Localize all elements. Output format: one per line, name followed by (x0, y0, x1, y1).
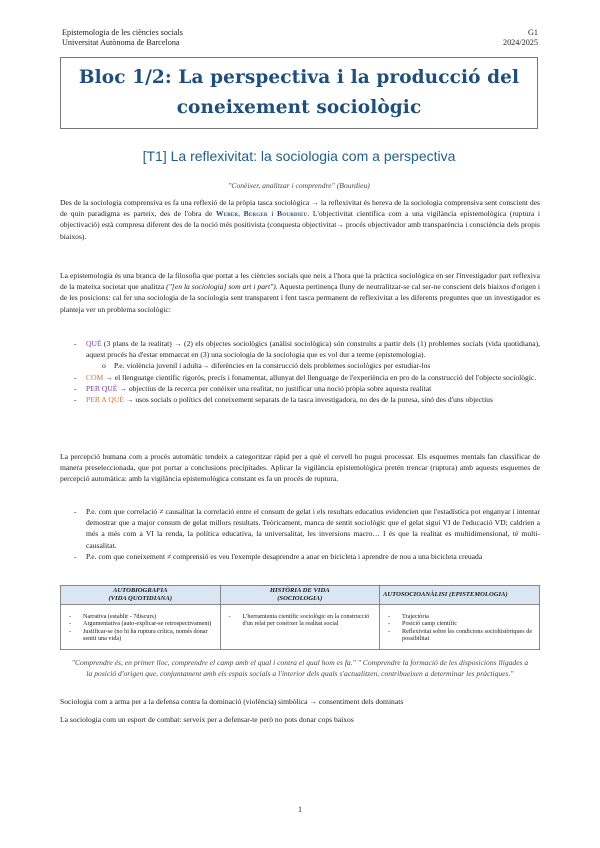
examples-list (74, 506, 540, 562)
header-university: Universitat Autònoma de Barcelona (62, 37, 180, 47)
header-line-1: HISTÒRIA DE VIDA (269, 587, 330, 594)
keyword-que: QUÈ (86, 339, 102, 348)
list-item: - Narrativa (establir - 7discurs) (65, 613, 216, 621)
title-box (60, 57, 538, 129)
p2-text-a: La epistemologia és una branca de la filosofia que portat a les ciències socials que neix a l'hora que la pràctica sociològica en ser l'investigador part reflexiva de la mateixa societat que analitza (60, 271, 540, 292)
list-item: - Justificar-se (no hi ha ruptura crítica, només donar sentit una vida) (65, 628, 216, 643)
dash-bullet: - (74, 372, 77, 382)
table-cell (380, 604, 540, 649)
table-cell (61, 604, 221, 649)
title-line-2: coneixement sociològic (176, 97, 422, 118)
p2-quote: ("[en la sociologia] som art i part") (166, 282, 276, 292)
keyword-per-que: PER QUÈ (86, 383, 118, 393)
comparison-table (60, 585, 540, 650)
list-item-example (74, 551, 540, 562)
list-item-text: → objectius de la recerca per conèixer una realitat, no justificar una noció pròpia sobre aquesta realitat (117, 383, 432, 393)
header-line-2: (SOCIOLOGIA) (277, 594, 323, 602)
list-item-example (74, 506, 540, 551)
circle-bullet: o (102, 361, 106, 371)
p1-sep-1: , (238, 209, 244, 219)
page-title (79, 63, 519, 123)
list-item: - Trajectòria (384, 613, 535, 621)
table-row (61, 604, 540, 649)
cell-list (225, 613, 376, 628)
list-item: - Reflexivitat sobre les condicions sociohistòriques de possibilitat (384, 628, 535, 643)
list-item: - Argumentativa (auto-explicar-se retrospectivament) (65, 620, 216, 628)
header-course: Epistemologia de les ciències socials (62, 28, 183, 37)
title-line-1: Bloc 1/2: La perspectiva i la producció del (78, 67, 520, 88)
list-item-text: (3 plans de la realitat) → (2) els objectes sociològics (anàlisi sociològica) són construïts a partir dels (1) problemes socials (vida quotidiana), aquest procés ha d'estar emmarcat en (3) una sociologia de la sociologia que es vol dur a terme (epistemologia). (86, 339, 540, 360)
keyword-com: COM (86, 372, 104, 382)
list-item-que (74, 338, 540, 360)
header-group: G1 (527, 28, 538, 37)
header-line-1: AUTOBIOGRAFIA (113, 587, 168, 594)
table-header (220, 586, 380, 605)
keyword-per-a-que: PER A QUÈ (86, 395, 124, 405)
table-header (61, 586, 221, 605)
page-number: 1 (298, 805, 302, 814)
paragraph-1 (60, 197, 540, 242)
list-item-per-a-que (74, 394, 540, 405)
paragraph-5: La sociologia com un esport de combat: serveix per a defensar-te però no pots donar cops baixos (60, 715, 354, 724)
dash-bullet: - (74, 339, 77, 348)
dash-bullet: - (74, 551, 77, 561)
dash-bullet: - (74, 395, 77, 405)
cell-list (384, 613, 535, 643)
author-bourdieu: Bourdieu (277, 209, 308, 219)
list-item: - L'herramienta científic sociològic en la construcció d'un relat per conèixer la realitat social (225, 613, 376, 628)
paragraph-4: Sociologia com a arma per a la defensa contra la dominació (violència) simbòlica → consentiment dels dominats (60, 697, 404, 706)
closing-quote: "Comprendre és, en primer lloc, comprendre el camp amb el qual i contra el qual hom es fa." " Comprendre la formació de les disposicions lligades a la posició d'origen que, conjuntament amb els espais socials a l'interior dels quals s'actualitzen, contribueixen a determinar les pràctiques." (71, 658, 529, 678)
table-cell (220, 604, 380, 649)
paragraph-2 (60, 270, 540, 315)
sub-item-text: P.e. violència juvenil i adulta→ diferències en la construcció dels problemes sociològics per estudiar-los (114, 361, 431, 371)
dash-bullet: - (74, 383, 77, 393)
epigraph: "Conèixer, analitzar i comprendre" (Bourdieu) (228, 181, 370, 190)
paragraph-3: La percepció humana com a procés automàtic tendeix a categoritzar ràpid per a què el cervell ho pugui processar. Els esquemes mentals fan classificar de manera preseleccionada, que pot portar a conclusions precipitades. Aplicar la vigilància epistemològica pretén trencar (ruptura) amb aquests esquemes de percepció automàtica: amb la vigilància epistemològica constant es fa un procés de ruptura. (60, 452, 540, 484)
p1-text-a: Des de la sociologia comprensiva es fa una reflexió de la pròpia tasca sociològica → la reflexivitat és hereva de la sociologia comprensiva sent conscient des de quin paradigma es parteix, des de l'obra de (60, 198, 540, 219)
p1-sep-2: i (267, 209, 278, 219)
author-weber: Weber (215, 209, 239, 219)
table-header (380, 586, 540, 605)
author-berger: Berger (243, 209, 268, 219)
table-header-row (61, 586, 540, 605)
header-year: 2024/2025 (502, 37, 538, 47)
header-line-2: (VIDA QUOTIDIANA) (108, 594, 173, 602)
list-item-com (74, 372, 540, 383)
list-item-text: P.e. com que correlació ≠ causalitat la correlació entre el consum de gelat i els resultats educatius evidencien que l'estadística pot enganyar i intentar demostrar que a major consum de gelat millors resultats. Teòricament, manca de sentit sociològic que el gelat sigui VI de l'educació VD; caldrien a més a més com a VI la renda, la política educativa, la universalitat, les inversions macro… I és que la realitat es multidimensional, té multi-causalitat. (86, 507, 540, 550)
list-item-text: → el llenguatge científic rigorós, precís i fonamentat, allunyat del llenguatge de l'experiència en pro de la construcció del l'objecte sociològic. (103, 372, 537, 382)
p1-text-b: . L'objectivitat científica com a una vigilància epistemològica (ruptura i objectivació) està compresa diferent des de la noció més positivista (conquesta objectivitat→ procés objectivador amb transparència i consciència dels propis biaixos). (60, 209, 540, 241)
header-line-1: AUTOSOCIOANÀLISI (EPISTEMOLOGIA) (383, 590, 508, 598)
header-left (62, 28, 183, 47)
cell-list (65, 613, 216, 643)
list-item-text: → usos socials o polítics del coneixement separats de la tasca investigadora, no des de la puresa, sinó des d'uns objectius (123, 395, 493, 405)
p2-text-b: . Aquesta pertinença lluny de neutralitzar-se cal ser-ne conscient dels biaixos d'origen i de les posicions: cal fer una sociologia de la sociologia sent transparent i fent tasca permanent de reflexivitat a les diferents preguntes que un investigador es planteja ver un problema sociològic: (60, 282, 540, 314)
questions-list (74, 338, 540, 405)
list-item-per-que (74, 383, 540, 394)
section-subtitle: [T1] La reflexivitat: la sociologia com a perspectiva (142, 148, 456, 164)
sub-list-item (74, 360, 540, 371)
dash-bullet: - (74, 507, 77, 516)
header-right (503, 28, 538, 47)
list-item: - Posició camp científic (384, 620, 535, 628)
list-item-text: P.e. com que coneixement ≠ comprensió es veu l'exemple desaprendre a anar en bicicleta i aprendre de nou a una bicicleta creuada (86, 551, 483, 561)
